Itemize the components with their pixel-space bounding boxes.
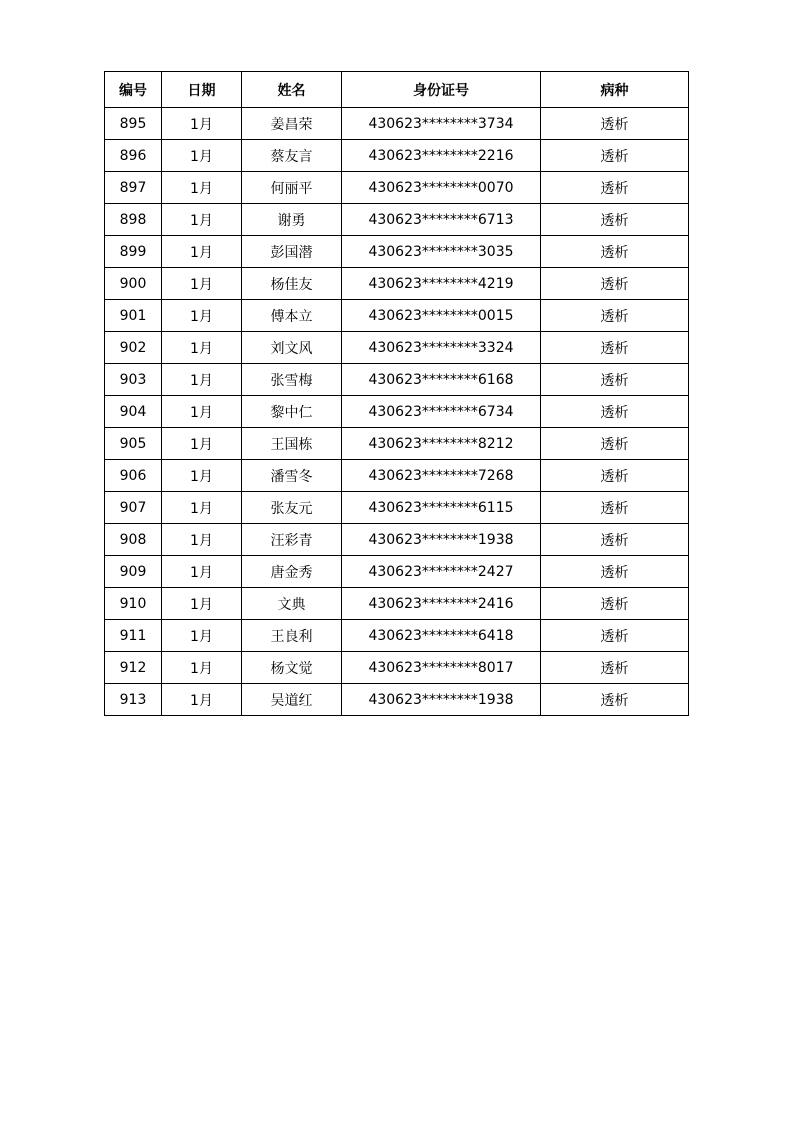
header-date: 日期: [162, 72, 242, 108]
cell-number: 897: [105, 172, 162, 204]
cell-disease-type: 透析: [541, 396, 689, 428]
header-id-number: 身份证号: [342, 72, 541, 108]
cell-id-number: 430623********8212: [342, 428, 541, 460]
cell-date: 1月: [162, 364, 242, 396]
cell-number: 895: [105, 108, 162, 140]
patient-table: [104, 71, 689, 716]
cell-disease-type: 透析: [541, 684, 689, 716]
table-row: [105, 588, 689, 620]
cell-id-number: 430623********3734: [342, 108, 541, 140]
cell-name: 张雪梅: [242, 364, 342, 396]
cell-id-number: 430623********4219: [342, 268, 541, 300]
cell-number: 908: [105, 524, 162, 556]
cell-number: 903: [105, 364, 162, 396]
cell-disease-type: 透析: [541, 428, 689, 460]
cell-name: 姜昌荣: [242, 108, 342, 140]
cell-disease-type: 透析: [541, 204, 689, 236]
cell-name: 潘雪冬: [242, 460, 342, 492]
cell-date: 1月: [162, 300, 242, 332]
cell-name: 王国栋: [242, 428, 342, 460]
cell-number: 910: [105, 588, 162, 620]
cell-id-number: 430623********6115: [342, 492, 541, 524]
cell-date: 1月: [162, 140, 242, 172]
cell-number: 899: [105, 236, 162, 268]
cell-id-number: 430623********7268: [342, 460, 541, 492]
table-row: [105, 268, 689, 300]
cell-date: 1月: [162, 492, 242, 524]
cell-name: 杨文觉: [242, 652, 342, 684]
cell-date: 1月: [162, 588, 242, 620]
cell-disease-type: 透析: [541, 588, 689, 620]
cell-number: 900: [105, 268, 162, 300]
cell-number: 912: [105, 652, 162, 684]
cell-number: 901: [105, 300, 162, 332]
cell-disease-type: 透析: [541, 140, 689, 172]
table-row: [105, 620, 689, 652]
cell-name: 傅本立: [242, 300, 342, 332]
cell-date: 1月: [162, 524, 242, 556]
table-row: [105, 204, 689, 236]
table-row: [105, 108, 689, 140]
cell-disease-type: 透析: [541, 620, 689, 652]
cell-disease-type: 透析: [541, 236, 689, 268]
table-row: [105, 140, 689, 172]
table-row: [105, 460, 689, 492]
cell-id-number: 430623********2416: [342, 588, 541, 620]
cell-id-number: 430623********6713: [342, 204, 541, 236]
cell-number: 898: [105, 204, 162, 236]
table-row: [105, 428, 689, 460]
cell-number: 904: [105, 396, 162, 428]
cell-date: 1月: [162, 332, 242, 364]
cell-disease-type: 透析: [541, 556, 689, 588]
cell-disease-type: 透析: [541, 172, 689, 204]
header-disease-type: 病种: [541, 72, 689, 108]
cell-date: 1月: [162, 620, 242, 652]
header-number: 编号: [105, 72, 162, 108]
cell-name: 彭国潜: [242, 236, 342, 268]
cell-disease-type: 透析: [541, 300, 689, 332]
table-row: [105, 492, 689, 524]
table-row: [105, 332, 689, 364]
cell-name: 谢勇: [242, 204, 342, 236]
cell-disease-type: 透析: [541, 524, 689, 556]
cell-id-number: 430623********8017: [342, 652, 541, 684]
cell-date: 1月: [162, 204, 242, 236]
cell-date: 1月: [162, 108, 242, 140]
cell-date: 1月: [162, 556, 242, 588]
cell-name: 刘文风: [242, 332, 342, 364]
cell-number: 913: [105, 684, 162, 716]
cell-date: 1月: [162, 268, 242, 300]
cell-number: 911: [105, 620, 162, 652]
cell-id-number: 430623********1938: [342, 524, 541, 556]
cell-id-number: 430623********1938: [342, 684, 541, 716]
table-row: [105, 236, 689, 268]
table-row: [105, 684, 689, 716]
header-name: 姓名: [242, 72, 342, 108]
cell-id-number: 430623********0015: [342, 300, 541, 332]
cell-name: 张友元: [242, 492, 342, 524]
cell-number: 902: [105, 332, 162, 364]
cell-disease-type: 透析: [541, 108, 689, 140]
table-header-row: [105, 72, 689, 108]
cell-date: 1月: [162, 684, 242, 716]
cell-disease-type: 透析: [541, 460, 689, 492]
cell-date: 1月: [162, 172, 242, 204]
cell-id-number: 430623********6734: [342, 396, 541, 428]
cell-id-number: 430623********6418: [342, 620, 541, 652]
cell-disease-type: 透析: [541, 332, 689, 364]
cell-date: 1月: [162, 460, 242, 492]
table-row: [105, 172, 689, 204]
cell-disease-type: 透析: [541, 364, 689, 396]
table-row: [105, 524, 689, 556]
cell-name: 汪彩青: [242, 524, 342, 556]
table-row: [105, 364, 689, 396]
cell-id-number: 430623********2427: [342, 556, 541, 588]
table-row: [105, 652, 689, 684]
cell-name: 蔡友言: [242, 140, 342, 172]
cell-disease-type: 透析: [541, 268, 689, 300]
cell-number: 906: [105, 460, 162, 492]
cell-name: 王良利: [242, 620, 342, 652]
cell-date: 1月: [162, 396, 242, 428]
cell-id-number: 430623********6168: [342, 364, 541, 396]
table-row: [105, 300, 689, 332]
cell-name: 文典: [242, 588, 342, 620]
cell-disease-type: 透析: [541, 492, 689, 524]
cell-id-number: 430623********0070: [342, 172, 541, 204]
cell-number: 907: [105, 492, 162, 524]
cell-name: 吴道红: [242, 684, 342, 716]
table-body: [105, 108, 689, 716]
cell-number: 896: [105, 140, 162, 172]
cell-id-number: 430623********2216: [342, 140, 541, 172]
cell-name: 黎中仁: [242, 396, 342, 428]
cell-id-number: 430623********3035: [342, 236, 541, 268]
cell-name: 唐金秀: [242, 556, 342, 588]
cell-date: 1月: [162, 428, 242, 460]
cell-disease-type: 透析: [541, 652, 689, 684]
cell-number: 909: [105, 556, 162, 588]
cell-name: 何丽平: [242, 172, 342, 204]
cell-date: 1月: [162, 236, 242, 268]
table-row: [105, 556, 689, 588]
cell-number: 905: [105, 428, 162, 460]
table-row: [105, 396, 689, 428]
cell-name: 杨佳友: [242, 268, 342, 300]
cell-id-number: 430623********3324: [342, 332, 541, 364]
cell-date: 1月: [162, 652, 242, 684]
